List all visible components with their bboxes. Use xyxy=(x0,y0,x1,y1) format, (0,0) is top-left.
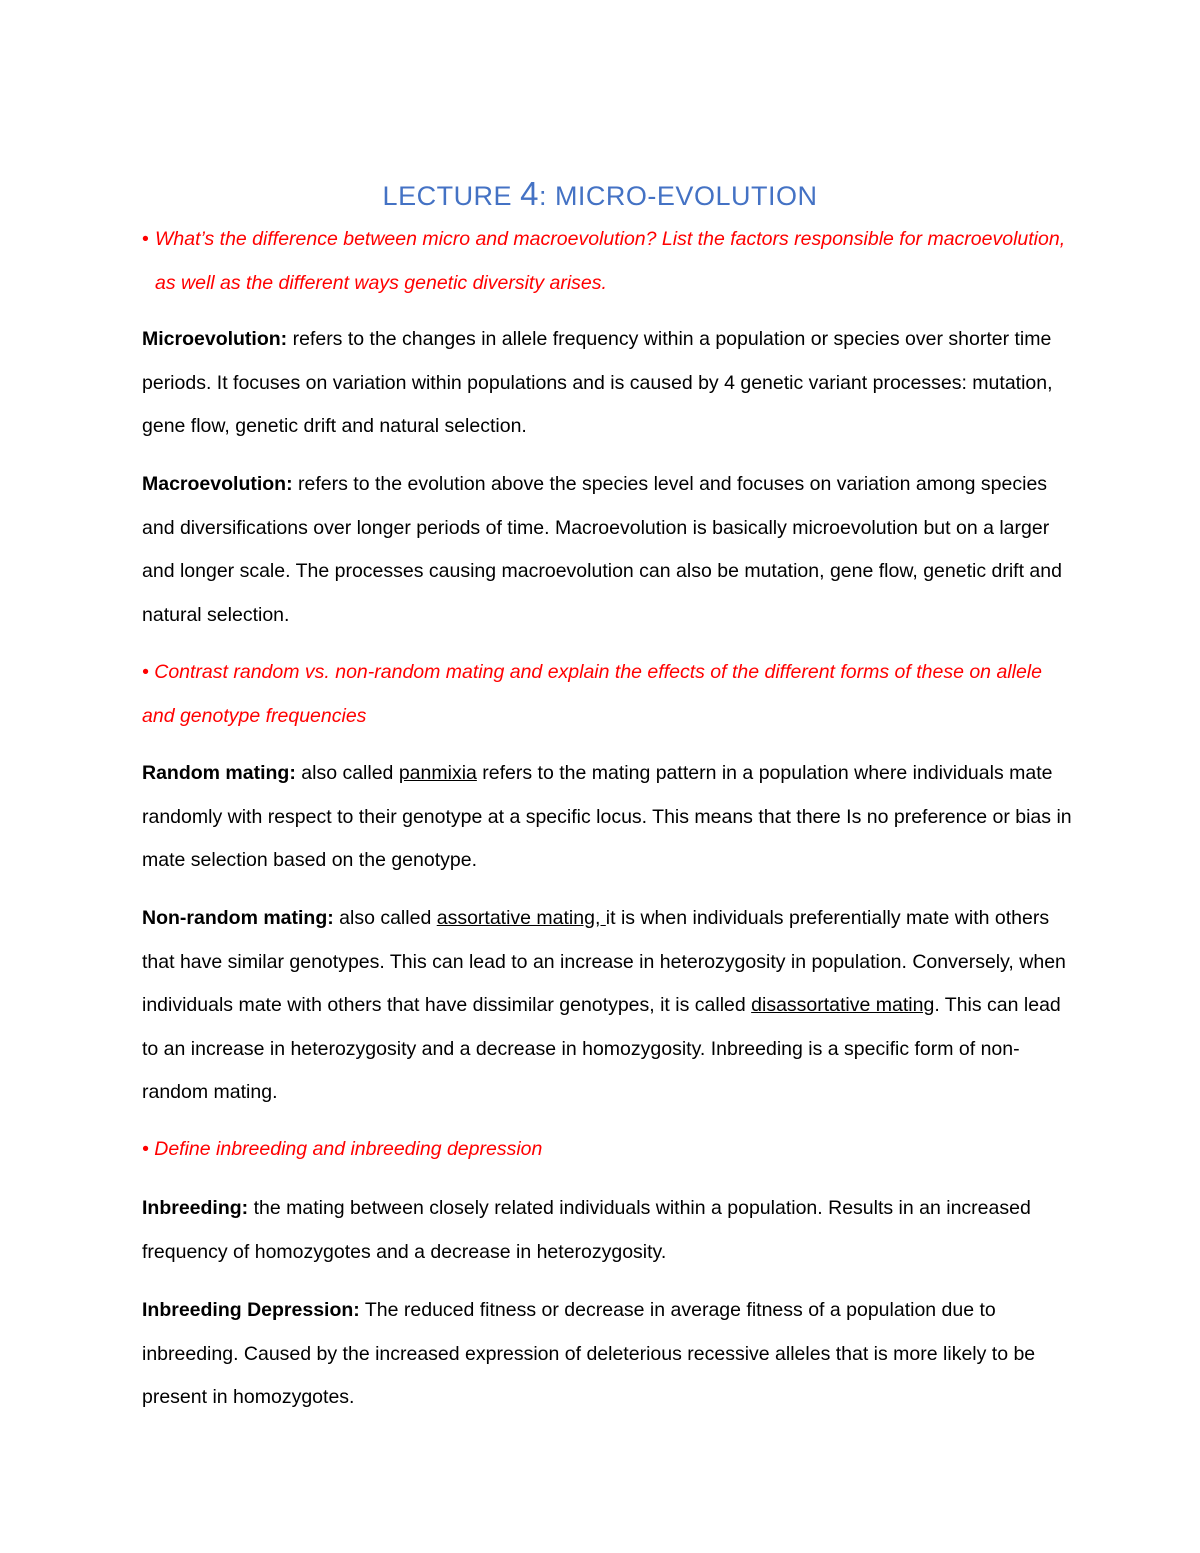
paragraph-inbreeding-depression xyxy=(142,1289,1072,1420)
term-macroevolution: Macroevolution: xyxy=(142,473,293,495)
macroevolution-definition: refers to the evolution above the species level and focuses on variation among species and diversifications over longer periods of time. Macroevolution is basically microevolution but on a larger and longer scale. The processes causing macroevolution can also be mutation, gene flow, genetic drift and natural selection. xyxy=(142,473,1062,626)
term-random-mating: Random mating: xyxy=(142,762,296,784)
term-nonrandom-mating: Non-random mating: xyxy=(142,907,334,929)
inbreeding-definition: the mating between closely related individuals within a population. Results in an increased frequency of homozygotes and a decrease in heterozygosity. xyxy=(142,1197,1031,1263)
random-mating-text-2: refers to the mating pattern in a population where individuals mate randomly with respect to their genotype at a specific locus. This means that there Is no preference or bias in mate selection based on the genotype. xyxy=(142,762,1072,871)
nonrandom-mating-text-3: . This can lead to an increase in heterozygosity and a decrease in homozygosity. Inbreeding is a specific form of non-random mating. xyxy=(142,994,1061,1103)
nonrandom-mating-text-2: it is when individuals preferentially mate with others that have similar genotypes. This can lead to an increase in heterozygosity in population. Conversely, when individuals mate with others that have dissimilar genotypes, it is called xyxy=(142,907,1066,1016)
title-prefix: LECTURE xyxy=(382,181,521,211)
random-mating-text-1: also called xyxy=(295,762,399,784)
term-assortative-mating: assortative mating, xyxy=(436,907,606,929)
bullet-icon: • xyxy=(142,228,149,250)
microevolution-definition: refers to the changes in allele frequency within a population or species over shorter time periods. It focuses on variation within populations and is caused by 4 genetic variant processes: mutation, gene flow, genetic drift and natural selection. xyxy=(142,328,1053,437)
paragraph-microevolution xyxy=(142,318,1072,449)
inbreeding-depression-definition: The reduced fitness or decrease in average fitness of a population due to inbreeding. Caused by the increased expression of deleterious recessive alleles that is more likely to be present in homozygotes. xyxy=(142,1299,1036,1408)
term-inbreeding-depression: Inbreeding Depression: xyxy=(142,1299,360,1321)
title-suffix: : MICRO-EVOLUTION xyxy=(538,181,818,211)
nonrandom-mating-text-1: also called xyxy=(333,907,437,929)
question-inbreeding xyxy=(142,1128,1072,1172)
paragraph-nonrandom-mating xyxy=(142,897,1072,1115)
term-panmixia: panmixia xyxy=(398,762,477,784)
question-micro-macro-text: What’s the difference between micro and macroevolution? List the factors responsible for macroevolution, as well as the different ways genetic diversity arises. xyxy=(155,228,1066,294)
paragraph-random-mating xyxy=(142,752,1072,883)
question-micro-macro xyxy=(142,218,1072,305)
paragraph-macroevolution xyxy=(142,463,1072,637)
paragraph-inbreeding xyxy=(142,1187,1072,1274)
question-inbreeding-text: • Define inbreeding and inbreeding depression xyxy=(142,1138,543,1160)
title-number: 4 xyxy=(520,175,539,212)
term-disassortative-mating: disassortative mating xyxy=(751,994,935,1016)
page-title xyxy=(0,176,1200,214)
term-inbreeding: Inbreeding: xyxy=(142,1197,249,1219)
term-microevolution: Microevolution: xyxy=(142,328,288,350)
question-mating-text: • Contrast random vs. non-random mating and explain the effects of the different forms of these on allele and genotype frequencies xyxy=(142,661,1042,727)
question-mating xyxy=(142,651,1072,738)
